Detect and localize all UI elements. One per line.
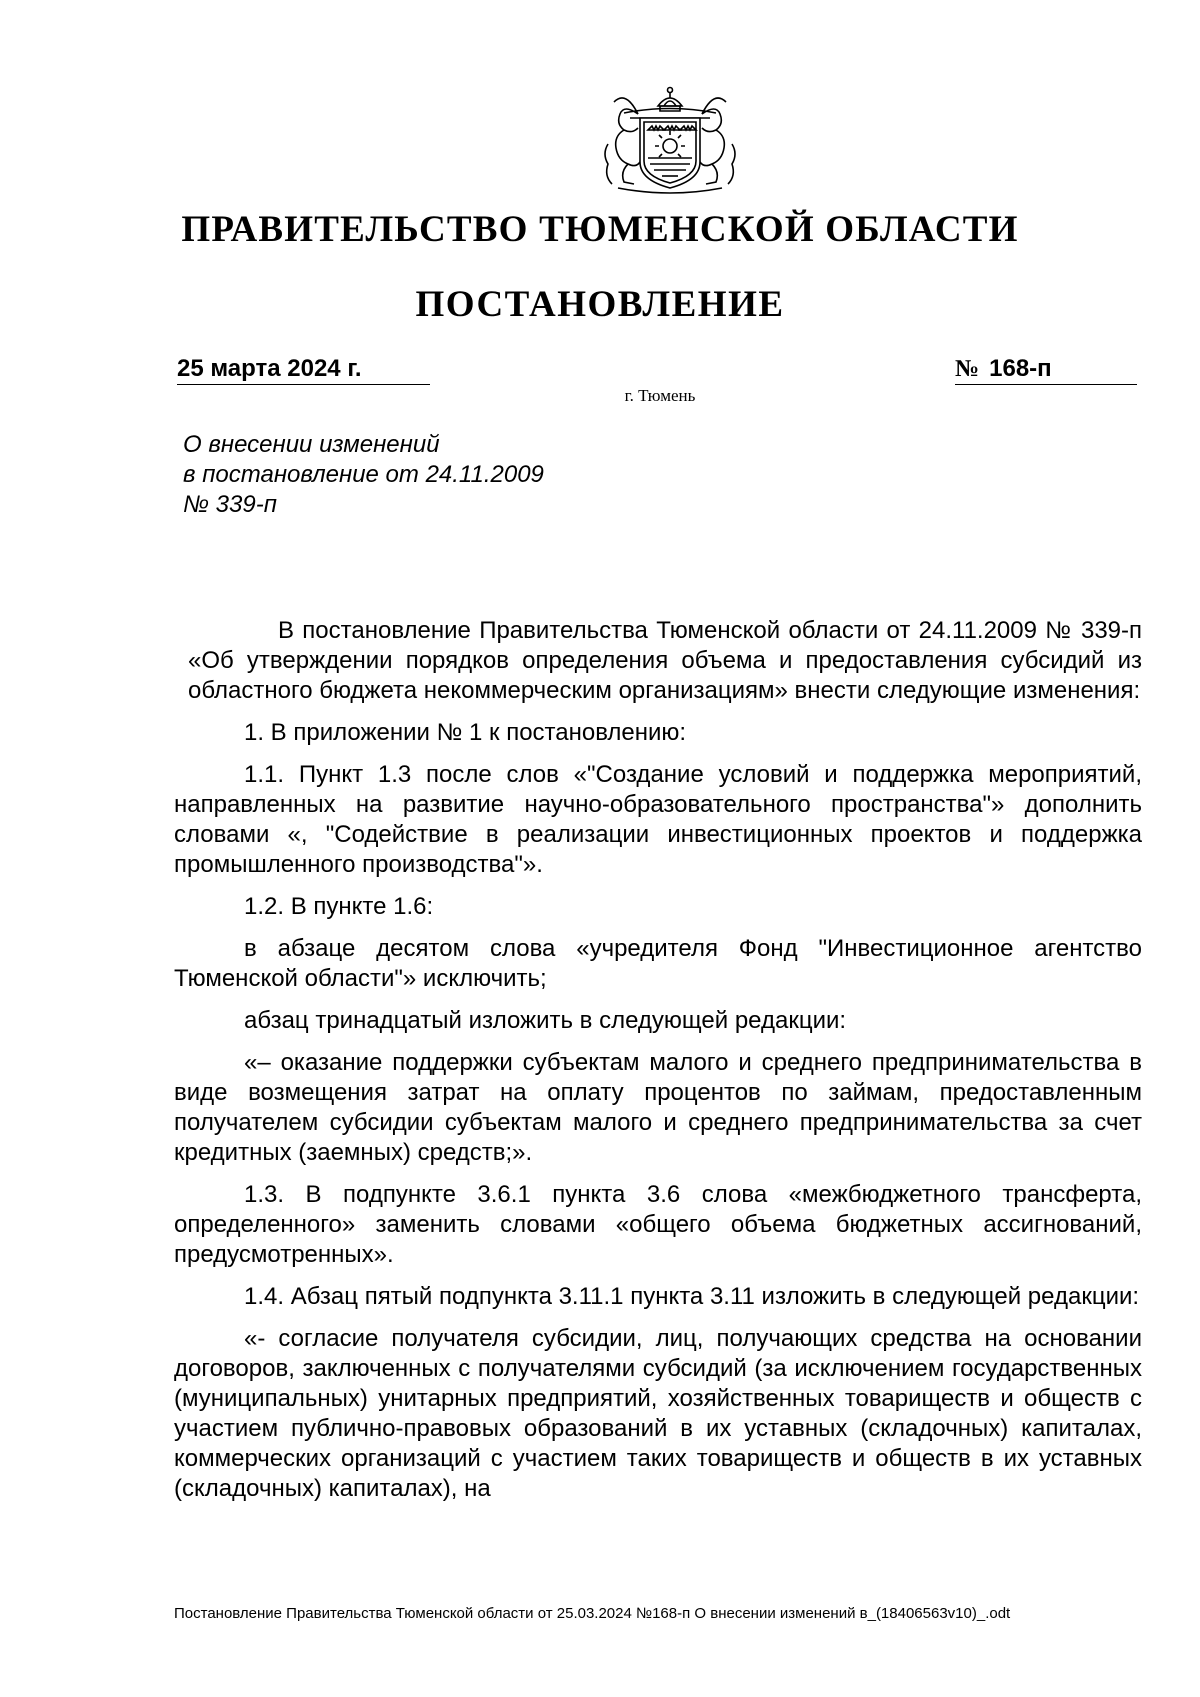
body-paragraph: 1.2. В пункте 1.6: bbox=[244, 893, 434, 920]
number-sign: № bbox=[955, 356, 980, 382]
body-paragraph: 1.1. Пункт 1.3 после слов «"Создание условий и поддержка мероприятий, направленных на развитие научно-образовательного пространства"» дополнить словами «, "Содействие в реализации инвестиционных проектов и поддержка промышленного производства"». bbox=[174, 761, 1142, 878]
decree-number: 168-п bbox=[989, 355, 1052, 382]
body-paragraph: 1.3. В подпункте 3.6.1 пункта 3.6 слова «межбюджетного трансферта, определенного» заменить словами «общего объема бюджетных ассигнований, предусмотренных». bbox=[174, 1181, 1142, 1268]
document-type-title: ПОСТАНОВЛЕНИЕ bbox=[415, 284, 785, 325]
subject-line: О внесении изменений bbox=[183, 431, 440, 458]
government-name: ПРАВИТЕЛЬСТВО ТЮМЕНСКОЙ ОБЛАСТИ bbox=[181, 209, 1019, 250]
decree-date: 25 марта 2024 г. bbox=[177, 354, 430, 385]
body-paragraph: «- согласие получателя субсидии, лиц, получающих средства на основании договоров, заключенных с получателями субсидий (за исключением государственных (муниципальных) унитарных предприятий, хозяйственных товариществ и обществ с участием публично-правовых образований в их уставных (складочных) капиталах, коммерческих организаций с участием таких товариществ и обществ в их уставных (складочных) капиталах), на bbox=[174, 1325, 1142, 1502]
body-paragraph: в абзаце десятом слова «учредителя Фонд "Инвестиционное агентство Тюменской области"» исключить; bbox=[174, 935, 1142, 992]
decree-body bbox=[174, 616, 1142, 1516]
body-paragraph: абзац тринадцатый изложить в следующей редакции: bbox=[244, 1007, 847, 1034]
coat-of-arms-icon bbox=[594, 84, 746, 198]
body-paragraph: «– оказание поддержки субъектам малого и среднего предпринимательства в виде возмещения затрат на оплату процентов по займам, предоставленным получателем субсидии субъектам малого и среднего предпринимательства за счет кредитных (заемных) средств;». bbox=[174, 1049, 1142, 1166]
subject-line: в постановление от 24.11.2009 bbox=[183, 461, 544, 488]
body-paragraph: 1.4. Абзац пятый подпункта 3.11.1 пункта 3.11 изложить в следующей редакции: bbox=[244, 1283, 1140, 1310]
decree-number-field bbox=[955, 354, 1137, 385]
subject-line: № 339-п bbox=[183, 491, 277, 518]
body-paragraph: 1. В приложении № 1 к постановлению: bbox=[244, 719, 687, 746]
page-footer: Постановление Правительства Тюменской области от 25.03.2024 №168-п О внесении изменений в_(18406563v10)_.odt bbox=[174, 1605, 1011, 1622]
city: г. Тюмень bbox=[624, 386, 696, 405]
decree-subject bbox=[183, 430, 544, 520]
body-paragraph: В постановление Правительства Тюменской области от 24.11.2009 № 339-п «Об утверждении порядков определения объема и предоставления субсидий из областного бюджета некоммерческим организациям» внести следующие изменения: bbox=[188, 617, 1142, 704]
